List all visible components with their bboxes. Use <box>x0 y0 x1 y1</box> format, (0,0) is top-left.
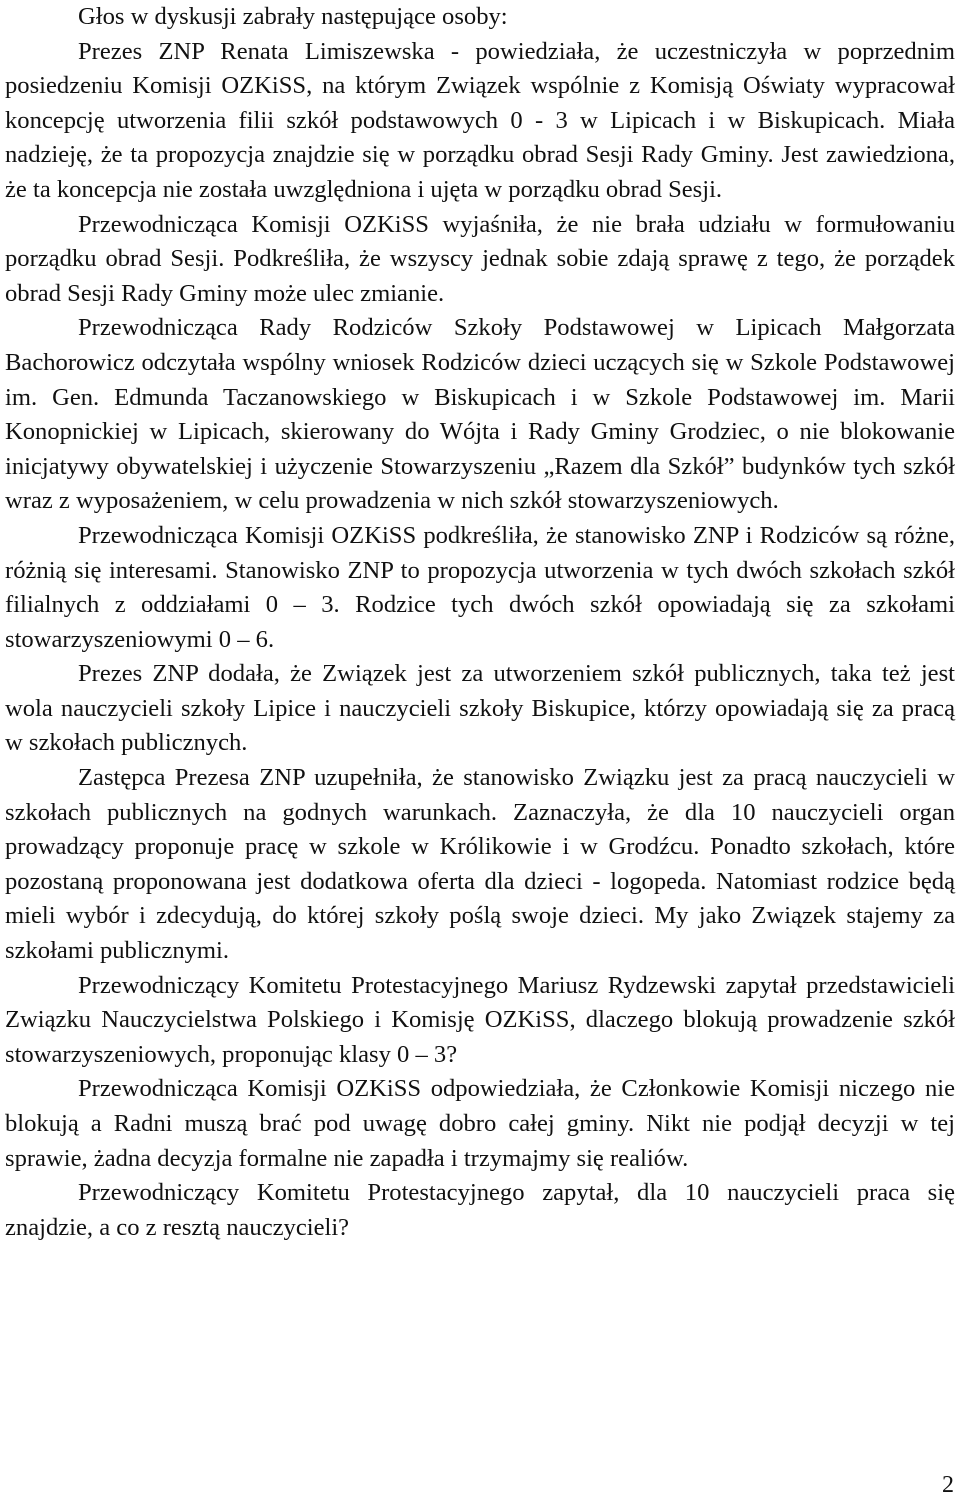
page-number: 2 <box>942 1472 954 1498</box>
paragraph: Przewodnicząca Komisji OZKiSS odpowiedziała, że Członkowie Komisji niczego nie blokują a Radni muszą brać pod uwagę dobro całej gminy. Nikt nie podjął decyzji w tej sprawie, żadna decyzja formalne nie zapadła i trzymajmy się realiów. <box>5 1075 955 1172</box>
paragraph: Prezes ZNP dodała, że Związek jest za utworzeniem szkół publicznych, taka też jest wola nauczycieli szkoły Lipice i nauczycieli szkoły Biskupice, którzy opowiadają się za pracą w szkołach publicznych. <box>5 660 955 757</box>
paragraph-intro: Głos w dyskusji zabrały następujące osoby: <box>78 3 508 30</box>
paragraph: Przewodnicząca Komisji OZKiSS wyjaśniła, że nie brała udziału w formułowaniu porządku obrad Sesji. Podkreśliła, że wszyscy jednak sobie zdają sprawę z tego, że porządek obrad Sesji Rady Gminy może ulec zmianie. <box>5 210 955 307</box>
paragraph: Przewodniczący Komitetu Protestacyjnego zapytał, dla 10 nauczycieli praca się znajdzie, a co z resztą nauczycieli? <box>5 1179 955 1241</box>
paragraph: Przewodnicząca Rady Rodziców Szkoły Podstawowej w Lipicach Małgorzata Bachorowicz odczytała wspólny wniosek Rodziców dzieci uczących się w Szkole Podstawowej im. Gen. Edmunda Taczanowskiego w Biskupicach i w Szkole Podstawowej im. Marii Konopnickiej w Lipicach, skierowany do Wójta i Rady Gminy Grodziec, o nie blokowanie inicjatywy obywatelskiej i użyczenie Stowarzyszeniu „Razem dla Szkół” budynków tych szkół wraz z wyposażeniem, w celu prowadzenia w nich szkół stowarzyszeniowych. <box>5 314 955 515</box>
paragraph: Prezes ZNP Renata Limiszewska - powiedziała, że uczestniczyła w poprzednim posiedzeniu Komisji OZKiSS, na którym Związek wspólnie z Komisją Oświaty wypracował koncepcję utworzenia filii szkół podstawowych 0 - 3 w Lipicach i w Biskupicach. Miała nadzieję, że ta propozycja znajdzie się w porządku obrad Sesji Rady Gminy. Jest zawiedziona, że ta koncepcja nie została uwzględniona i ujęta w porządku obrad Sesji. <box>5 37 955 203</box>
paragraph: Przewodnicząca Komisji OZKiSS podkreśliła, że stanowisko ZNP i Rodziców są różne, różnią się interesami. Stanowisko ZNP to propozycja utworzenia w tych dwóch szkołach szkół filialnych z oddziałami 0 – 3. Rodzice tych dwóch szkół opowiadają się za szkołami stowarzyszeniowymi 0 – 6. <box>5 521 955 653</box>
document-body <box>5 0 955 1245</box>
paragraph: Przewodniczący Komitetu Protestacyjnego Mariusz Rydzewski zapytał przedstawicieli Związku Nauczycielstwa Polskiego i Komisję OZKiSS, dlaczego blokują prowadzenie szkół stowarzyszeniowych, proponując klasy 0 – 3? <box>5 971 955 1068</box>
paragraph: Zastępca Prezesa ZNP uzupełniła, że stanowisko Związku jest za pracą nauczycieli w szkołach publicznych na godnych warunkach. Zaznaczyła, że dla 10 nauczycieli organ prowadzący proponuje pracę w szkole w Królikowie i w Grodźcu. Ponadto szkołach, które pozostaną proponowana jest dodatkowa oferta dla dzieci - logopeda. Natomiast rodzice będą mieli wybór i zdecydują, do której szkoły poślą swoje dzieci. My jako Związek stajemy za szkołami publicznymi. <box>5 764 955 965</box>
